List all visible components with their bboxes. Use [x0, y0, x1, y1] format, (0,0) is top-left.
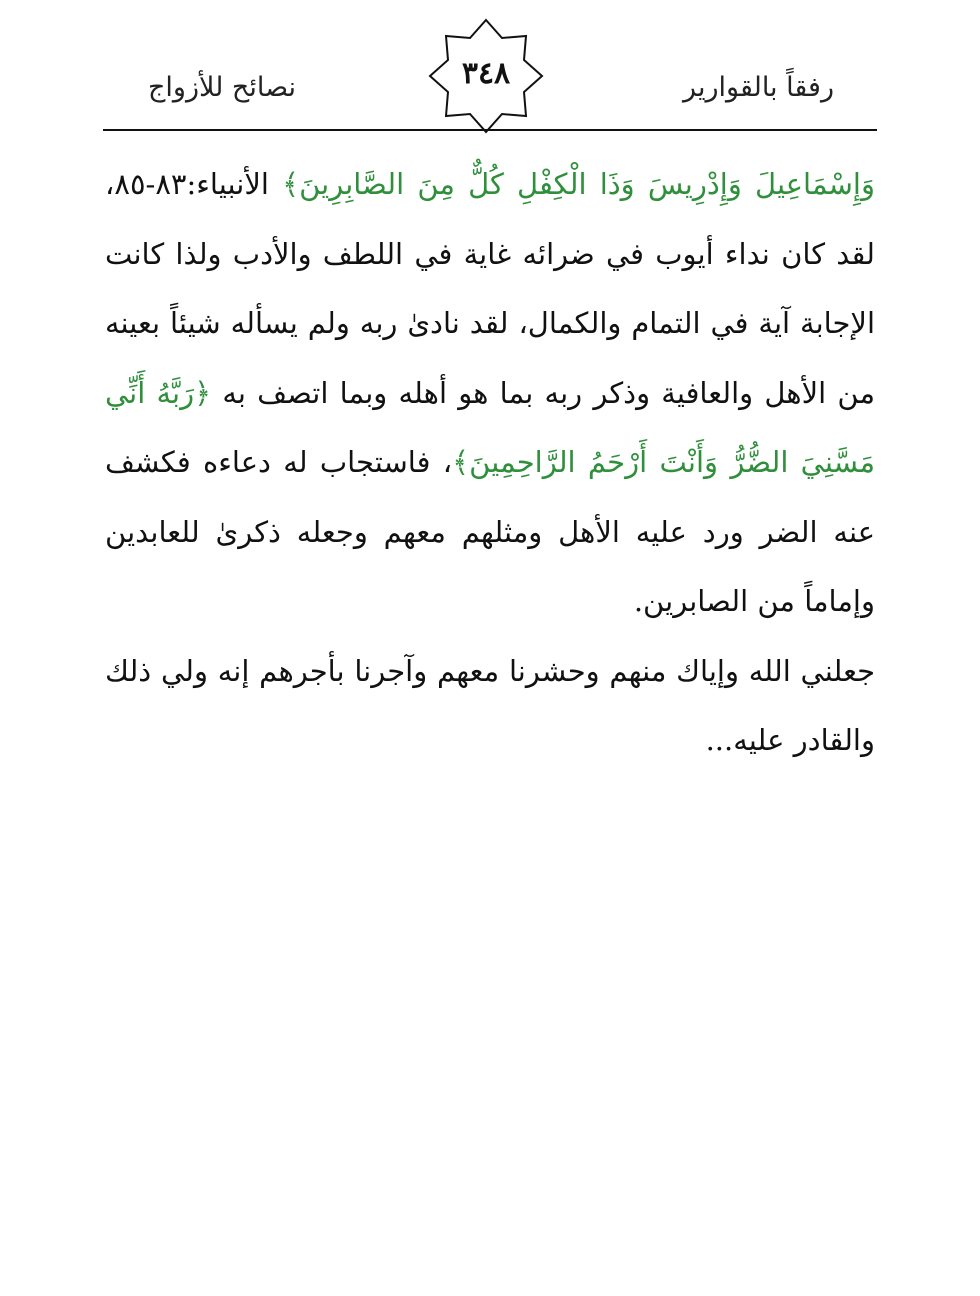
- paragraph-1: [105, 150, 875, 637]
- paragraph-2: جعلني الله وإياك منهم وحشرنا معهم وآجرنا بأجرهم إنه ولي ذلك والقادر عليه...: [105, 653, 875, 757]
- paragraph-text: الأنبياء:٨٣-٨٥، لقد كان نداء أيوب في ضرائه غاية في اللطف والأدب ولذا كانت الإجابة آية في التمام والكمال، لقد نادىٰ ربه ولم يسأله شيئاً بعينه من الأهل والعافية وذكر ربه بما هو أهله وبما اتصف به: [105, 167, 876, 410]
- page-body: [105, 150, 875, 776]
- quran-verse-continuation: وَإِسْمَاعِيلَ وَإِدْرِيسَ وَذَا الْكِفْلِ كُلٌّ مِنَ الصَّابِرِينَ﴾: [282, 167, 875, 201]
- chapter-title: نصائح للأزواج: [148, 72, 297, 103]
- header-divider: [103, 129, 877, 131]
- quran-verse: ﴿رَبَّهُ أَنِّي مَسَّنِيَ الضُّرُّ وَأَنْتَ أَرْحَمُ الرَّاحِمِينَ﴾: [105, 375, 876, 479]
- page-number: ٣٤٨: [461, 56, 511, 91]
- book-title: رفقاً بالقوارير: [683, 72, 834, 103]
- paragraph-text-end: ، فاستجاب له دعاءه فكشف عنه الضر ورد عليه الأهل ومثلهم معهم وجعله ذكرىٰ للعابدين وإماماً من الصابرين.: [105, 445, 875, 618]
- page-number-badge: [428, 18, 544, 134]
- page-header: [0, 0, 980, 132]
